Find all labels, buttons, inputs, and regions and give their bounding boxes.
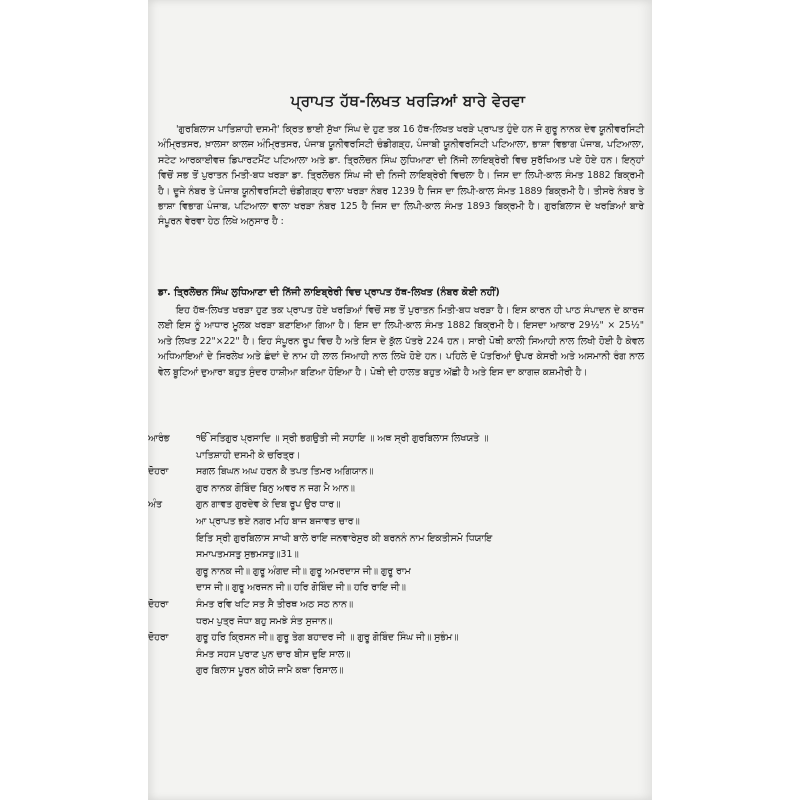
verse-label: ਅੰਤ — [148, 499, 162, 511]
verse-line — [148, 647, 648, 664]
verse-line — [148, 663, 648, 680]
verse-label: ਦੋਹਰਾ — [148, 632, 169, 644]
verse-text: ਸਮਾਪਤਮਸਤੁ ਸੁਭਮਸਤੁ॥31॥ — [196, 549, 299, 561]
verse-line — [148, 514, 648, 531]
manuscript-description-paragraph: ਇਹ ਹੱਥ-ਲਿਖਤ ਖਰੜਾ ਹੁਣ ਤਕ ਪ੍ਰਾਪਤ ਹੋਏ ਖਰੜਿਆਂ ਵਿਚੋਂ ਸਭ ਤੋਂ ਪੁਰਾਤਨ ਮਿਤੀ-ਬਧ ਖਰੜਾ ਹੈ। ਇਸ ਕਾਰਨ ਹੀ ਪਾਠ ਸੰਪਾਦਨ ਦੇ ਕਾਰਜ ਲਈ ਇਸ ਨੂੰ ਆਧਾਰ ਮੂਲਕ ਖਰੜਾ ਬਣਾਇਆ ਗਿਆ ਹੈ। ਇਸ ਦਾ ਲਿਪੀ-ਕਾਲ ਸੰਮਤ 1882 ਬਿਕ੍ਰਮੀ ਹੈ। ਇਸਦਾ ਆਕਾਰ 29½" × 25½" ਅਤੇ ਲਿਖਤ 22"×22" ਹੈ। ਇਹ ਸੰਪੂਰਨ ਰੂਪ ਵਿਚ ਹੈ ਅਤੇ ਇਸ ਦੇ ਕੁੱਲ ਪੱਤਰੇ 224 ਹਨ। ਸਾਰੀ ਪੋਥੀ ਕਾਲੀ ਸਿਆਹੀ ਨਾਲ ਲਿਖੀ ਹੋਈ ਹੈ ਕੇਵਲ ਅਧਿਆਇਆਂ ਦੇ ਸਿਰਲੇਖ ਅਤੇ ਛੰਦਾਂ ਦੇ ਨਾਮ ਹੀ ਲਾਲ ਸਿਆਹੀ ਨਾਲ ਲਿਖੇ ਹੋਏ ਹਨ। ਪਹਿਲੇ ਦੋ ਪੱਤਰਿਆਂ ਉਪਰ ਕੇਸਰੀ ਅਤੇ ਅਸਮਾਨੀ ਰੰਗ ਨਾਲ ਵੇਲ ਬੂਟਿਆਂ ਦੁਆਰਾ ਬਹੁਤ ਸੁੰਦਰ ਹਾਸ਼ੀਆ ਬਣਿਆ ਹੋਇਆ ਹੈ। ਪੋਥੀ ਦੀ ਹਾਲਤ ਬਹੁਤ ਅੱਛੀ ਹੈ ਅਤੇ ਇਸ ਦਾ ਕਾਗਜ਼ ਕਸ਼ਮੀਰੀ ਹੈ। — [158, 305, 644, 378]
verse-line — [148, 481, 648, 498]
verse-text: ਗੁਰ ਬਿਲਾਸ ਪੂਰਨ ਕੀਯੋ ਜਾਮੈ ਕਥਾ ਰਿਸਾਲ॥ — [196, 665, 344, 677]
verse-line — [148, 431, 648, 448]
verse-label: ਦੋਹਰਾ — [148, 466, 169, 478]
verse-line — [148, 564, 648, 581]
verse-text: ਇਤਿ ਸ੍ਰੀ ਗੁਰਬਿਲਾਸ ਸਾਖੀ ਬਾਲੇ ਰਾਇ ਜਨਵਾਰੇਸੁਰ ਕੀ ਬਰਨਨੰ ਨਾਮ ਇਕਤੀਸਮੋ ਧਿਯਾਇ — [196, 532, 493, 544]
verse-text: ਗੁਰੂ ਨਾਨਕ ਜੀ॥ ਗੁਰੂ ਅੰਗਦ ਜੀ॥ ਗੁਰੂ ਅਮਰਦਾਸ ਜੀ॥ ਗੁਰੂ ਰਾਮ — [196, 565, 411, 577]
verse-line — [148, 630, 648, 647]
verse-text: ਸਗਲ ਬਿਘਨ ਅਘ ਹਰਨ ਕੈ ਤਪਤ ਤਿਮਰ ਅਗਿਯਾਨ॥ — [196, 466, 374, 478]
verse-text: ੴ ਸਤਿਗੁਰ ਪ੍ਰਸਾਦਿ ॥ ਸ੍ਰੀ ਭਗਉਤੀ ਜੀ ਸਹਾਇ ॥ ਅਥ ਸ੍ਰੀ ਗੁਰਬਿਲਾਸ ਲਿਖਯਤੇ ॥ — [196, 433, 489, 444]
verse-text: ਸੰਮਤ ਰਵਿ ਖਟਿ ਸਤ ਸੈ ਤੀਰਥ ਅਠ ਸਠ ਨਾਨ॥ — [196, 598, 354, 610]
verse-label: ਆਰੰਭ — [148, 433, 170, 444]
verse-text: ਪਾਤਿਸ਼ਾਹੀ ਦਸਮੀ ਕੇ ਚਰਿਤ੍ਰ। — [196, 449, 301, 461]
verse-text: ਆ ਪ੍ਰਾਪਤ ਭਏ ਨਗਰ ਮਹਿ ਬਾਜ ਬਜਾਵਤ ਚਾਰ॥ — [196, 515, 360, 527]
verse-line — [148, 497, 648, 514]
section-subheading: ਡਾ. ਤ੍ਰਿਲੋਚਨ ਸਿੰਘ ਲੁਧਿਆਣਾ ਦੀ ਨਿੱਜੀ ਲਾਇਬ੍ਰੇਰੀ ਵਿਚ ਪ੍ਰਾਪਤ ਹੱਥ-ਲਿਖਤ (ਨੰਬਰ ਕੋਈ ਨਹੀਂ) — [158, 287, 500, 298]
book-page — [148, 0, 652, 800]
verse-label: ਦੋਹਰਾ — [148, 598, 169, 610]
verse-line — [148, 547, 648, 564]
verse-text: ਦਾਸ ਜੀ॥ ਗੁਰੂ ਅਰਜਨ ਜੀ॥ ਹਰਿ ਗੋਬਿੰਦ ਜੀ॥ ਹਰਿ ਰਾਇ ਜੀ॥ — [196, 582, 406, 594]
page-title: ਪ੍ਰਾਪਤ ਹੱਥ-ਲਿਖਤ ਖਰੜਿਆਂ ਬਾਰੇ ਵੇਰਵਾ — [290, 92, 526, 110]
verse-line — [148, 580, 648, 597]
verse-text: ਗੁਨ ਗਾਵਤ ਗੁਰਦੇਵ ਕੇ ਦਿਬ ਰੂਪ ਉਰ ਧਾਰ॥ — [196, 499, 341, 511]
verse-text: ਧਰਮ ਪੁਤ੍ਰ ਜੋਧਾ ਬਹੁ ਸਮਝੇ ਸੰਤ ਸੁਜਾਨ॥ — [196, 615, 333, 627]
verse-text: ਗੁਰੂ ਹਰਿ ਕ੍ਰਿਸਨ ਜੀ॥ ਗੁਰੂ ਤੇਗ ਬਹਾਦਰ ਜੀ ॥ ਗੁਰੂ ਗੋਬਿੰਦ ਸਿੰਘ ਜੀ॥ ਸੁਭੰਮ॥ — [196, 632, 459, 644]
verse-block — [148, 431, 648, 680]
intro-paragraph: 'ਗੁਰਬਿਲਾਸ ਪਾਤਿਸ਼ਾਹੀ ਦਸਮੀ' ਕ੍ਰਿਤ ਭਾਈ ਸੁੱਖਾ ਸਿੰਘ ਦੇ ਹੁਣ ਤਕ 16 ਹੱਥ-ਲਿਖਤ ਖਰੜੇ ਪ੍ਰਾਪਤ ਹੁੰਦੇ ਹਨ ਜੋ ਗੁਰੂ ਨਾਨਕ ਦੇਵ ਯੂਨੀਵਰਸਿਟੀ ਅੰਮ੍ਰਿਤਸਰ, ਖ਼ਾਲਸਾ ਕਾਲਜ ਅੰਮ੍ਰਿਤਸਰ, ਪੰਜਾਬ ਯੂਨੀਵਰਸਿਟੀ ਚੰਡੀਗੜ੍ਹ, ਪੰਜਾਬੀ ਯੂਨੀਵਰਸਿਟੀ ਪਟਿਆਲਾ, ਭਾਸ਼ਾ ਵਿਭਾਗ ਪੰਜਾਬ, ਪਟਿਆਲਾ, ਸਟੇਟ ਆਰਕਾਈਵਜ਼ ਡਿਪਾਰਟਮੈਂਟ ਪਟਿਆਲਾ ਅਤੇ ਡਾ. ਤ੍ਰਿਲੋਚਨ ਸਿੰਘ ਲੁਧਿਆਣਾ ਦੀ ਨਿੱਜੀ ਲਾਇਬ੍ਰੇਰੀ ਵਿਚ ਸੁਰੱਖਿਅਤ ਪਏ ਹੋਏ ਹਨ। ਇਨ੍ਹਾਂ ਵਿਚੋਂ ਸਭ ਤੋਂ ਪੁਰਾਤਨ ਮਿਤੀ-ਬਧ ਖਰੜਾ ਡਾ. ਤ੍ਰਿਲੋਚਨ ਸਿੰਘ ਜੀ ਦੀ ਨਿਜੀ ਲਾਇਬ੍ਰੇਰੀ ਵਿਚਲਾ ਹੈ। ਜਿਸ ਦਾ ਲਿਪੀ-ਕਾਲ ਸੰਮਤ 1882 ਬਿਕ੍ਰਮੀ ਹੈ। ਦੂਜੇ ਨੰਬਰ ਤੇ ਪੰਜਾਬ ਯੂਨੀਵਰਸਿਟੀ ਚੰਡੀਗੜ੍ਹ ਵਾਲਾ ਖਰੜਾ ਨੰਬਰ 1239 ਹੈ ਜਿਸ ਦਾ ਲਿਪੀ-ਕਾਲ ਸੰਮਤ 1889 ਬਿਕ੍ਰਮੀ ਹੈ। ਤੀਸਰੇ ਨੰਬਰ ਤੇ ਭਾਸ਼ਾ ਵਿਭਾਗ ਪੰਜਾਬ, ਪਟਿਆਲਾ ਵਾਲਾ ਖਰੜਾ ਨੰਬਰ 125 ਹੈ ਜਿਸ ਦਾ ਲਿਪੀ-ਕਾਲ ਸੰਮਤ 1893 ਬਿਕ੍ਰਮੀ ਹੈ। ਗੁਰਬਿਲਾਸ ਦੇ ਖਰੜਿਆਂ ਬਾਰੇ ਸੰਪੂਰਨ ਵੇਰਵਾ ਹੇਠ ਲਿਖੇ ਅਨੁਸਾਰ ਹੈ : — [158, 124, 644, 228]
verse-text: ਗੁਰ ਨਾਨਕ ਗੋਬਿੰਦ ਬਿਨੁ ਅਵਰ ਨ ਜਗ ਮੈ ਆਨ॥ — [196, 482, 355, 494]
verse-line — [148, 614, 648, 631]
verse-text: ਸੰਮਤ ਸਹਸ ਪੁਰਾਣ ਪੁਨ ਚਾਰ ਬੀਸ ਦੁਇ ਸਾਲ॥ — [196, 648, 351, 660]
verse-line — [148, 531, 648, 548]
verse-line — [148, 464, 648, 481]
verse-line — [148, 448, 648, 465]
verse-line — [148, 597, 648, 614]
